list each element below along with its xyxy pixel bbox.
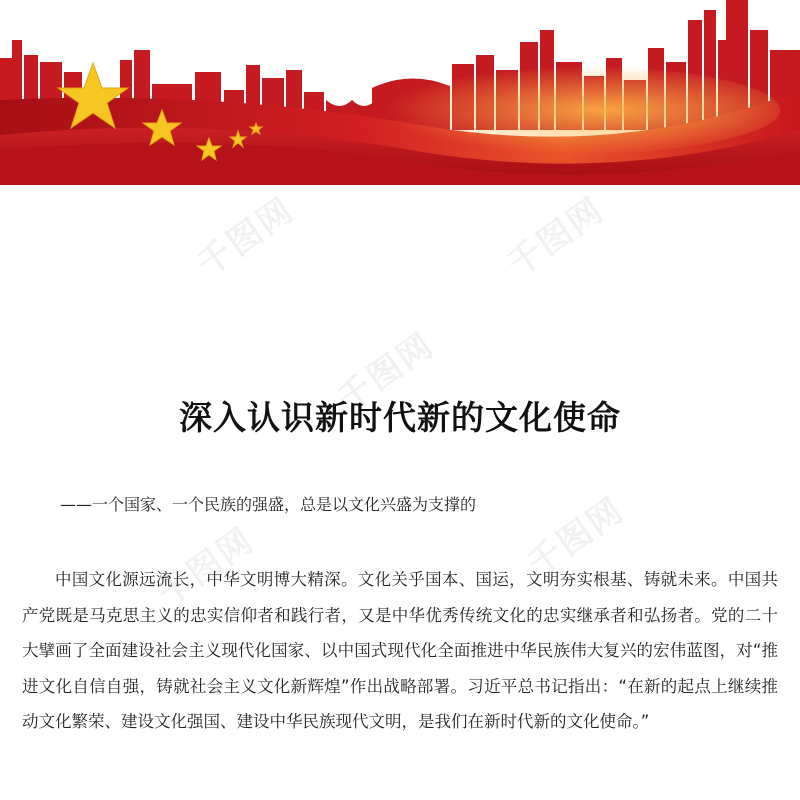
city-skyline-ribbon-graphic: [0, 0, 800, 185]
watermark: 千图网: [150, 520, 262, 615]
document-title: 深入认识新时代新的文化使命: [179, 398, 621, 437]
watermark: 千图网: [190, 190, 302, 285]
document-subtitle: ——一个国家、一个民族的强盛，总是以文化兴盛为支撑的: [60, 495, 477, 514]
watermark: 千图网: [500, 190, 612, 285]
body-paragraph: 中国文化源远流长，中华文明博大精深。文化关乎国本、国运，文明夯实根基、铸就未来。中国共产党既是马克思主义的忠实信仰者和践行者，又是中华优秀传统文化的忠实继承者和弘扬者。党的二十大擘画了全面建设社会主义现代化国家、以中国式现代化全面推进中华民族伟大复兴的宏伟蓝图，对“推进文化自信自强，铸就社会主义文化新辉煌”作出战略部署。习近平总书记指出：“在新的起点上继续推动文化繁荣、建设文化强国、建设中华民族现代文明，是我们在新时代新的文化使命。”: [22, 570, 778, 731]
header-banner: [0, 0, 800, 185]
watermark: 千图网: [520, 490, 632, 585]
watermark: 千图网: [330, 325, 442, 420]
